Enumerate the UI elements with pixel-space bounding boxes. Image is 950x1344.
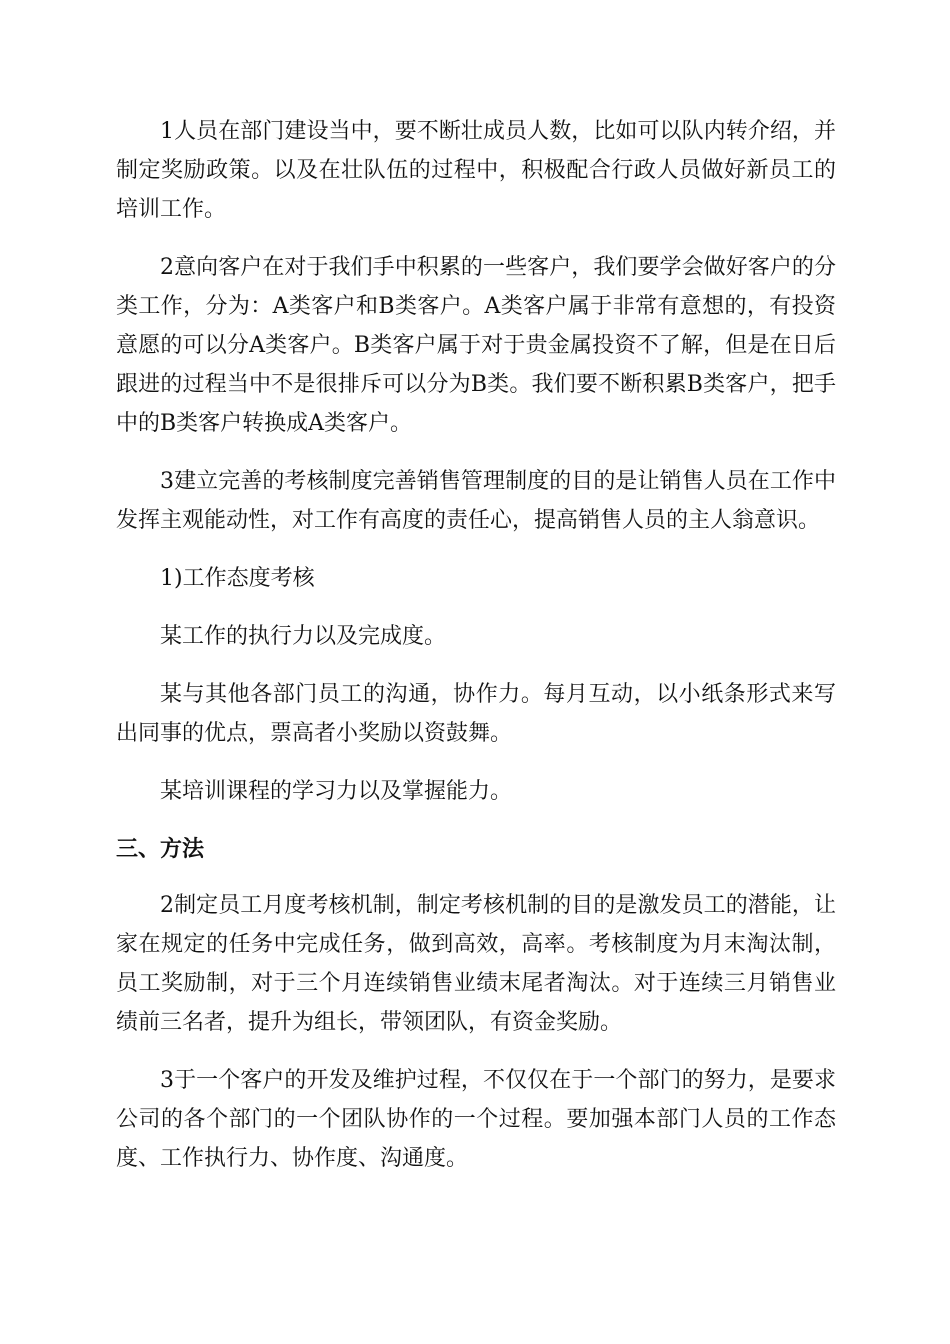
paragraph-assessment-system: 3建立完善的考核制度完善销售管理制度的目的是让销售人员在工作中发挥主观能动性，对工作有高度的责任心，提高销售人员的主人翁意识。 [116, 469, 836, 533]
paragraph-work-attitude-title: 1)工作态度考核 [160, 566, 315, 591]
paragraph-intended-clients: 2意向客户在对于我们手中积累的一些客户，我们要学会做好客户的分类工作，分为：A类客户和B类客户。A类客户属于非常有意想的，有投资意愿的可以分A类客户。B类客户属于对于贵金属投资不了解，但是在日后跟进的过程当中不是很排斥可以分为B类。我们要不断积累B类客户，把手中的B类客户转换成A类客户。 [116, 255, 836, 436]
document-body [116, 112, 836, 1197]
paragraph-monthly-assessment: 2制定员工月度考核机制，制定考核机制的目的是激发员工的潜能，让家在规定的任务中完成任务，做到高效，高率。考核制度为月末淘汰制，员工奖励制，对于三个月连续销售业绩末尾者淘汰。对于连续三月销售业绩前三名者，提升为组长，带领团队，有资金奖励。 [116, 893, 836, 1035]
paragraph-client-development: 3于一个客户的开发及维护过程，不仅仅在于一个部门的努力，是要求公司的各个部门的一个团队协作的一个过程。要加强本部门人员的工作态度、工作执行力、协作度、沟通度。 [116, 1068, 836, 1171]
paragraph-training: 某培训课程的学习力以及掌握能力。 [160, 779, 513, 804]
paragraph-staff-building: 1人员在部门建设当中，要不断壮成员人数，比如可以队内转介绍，并制定奖励政策。以及在壮队伍的过程中，积极配合行政人员做好新员工的培训工作。 [116, 119, 836, 222]
paragraph-execution: 某工作的执行力以及完成度。 [160, 624, 447, 649]
section-heading-methods: 三、方法 [116, 837, 205, 862]
paragraph-communication: 某与其他各部门员工的沟通，协作力。每月互动，以小纸条形式来写出同事的优点，票高者小奖励以资鼓舞。 [116, 682, 836, 746]
